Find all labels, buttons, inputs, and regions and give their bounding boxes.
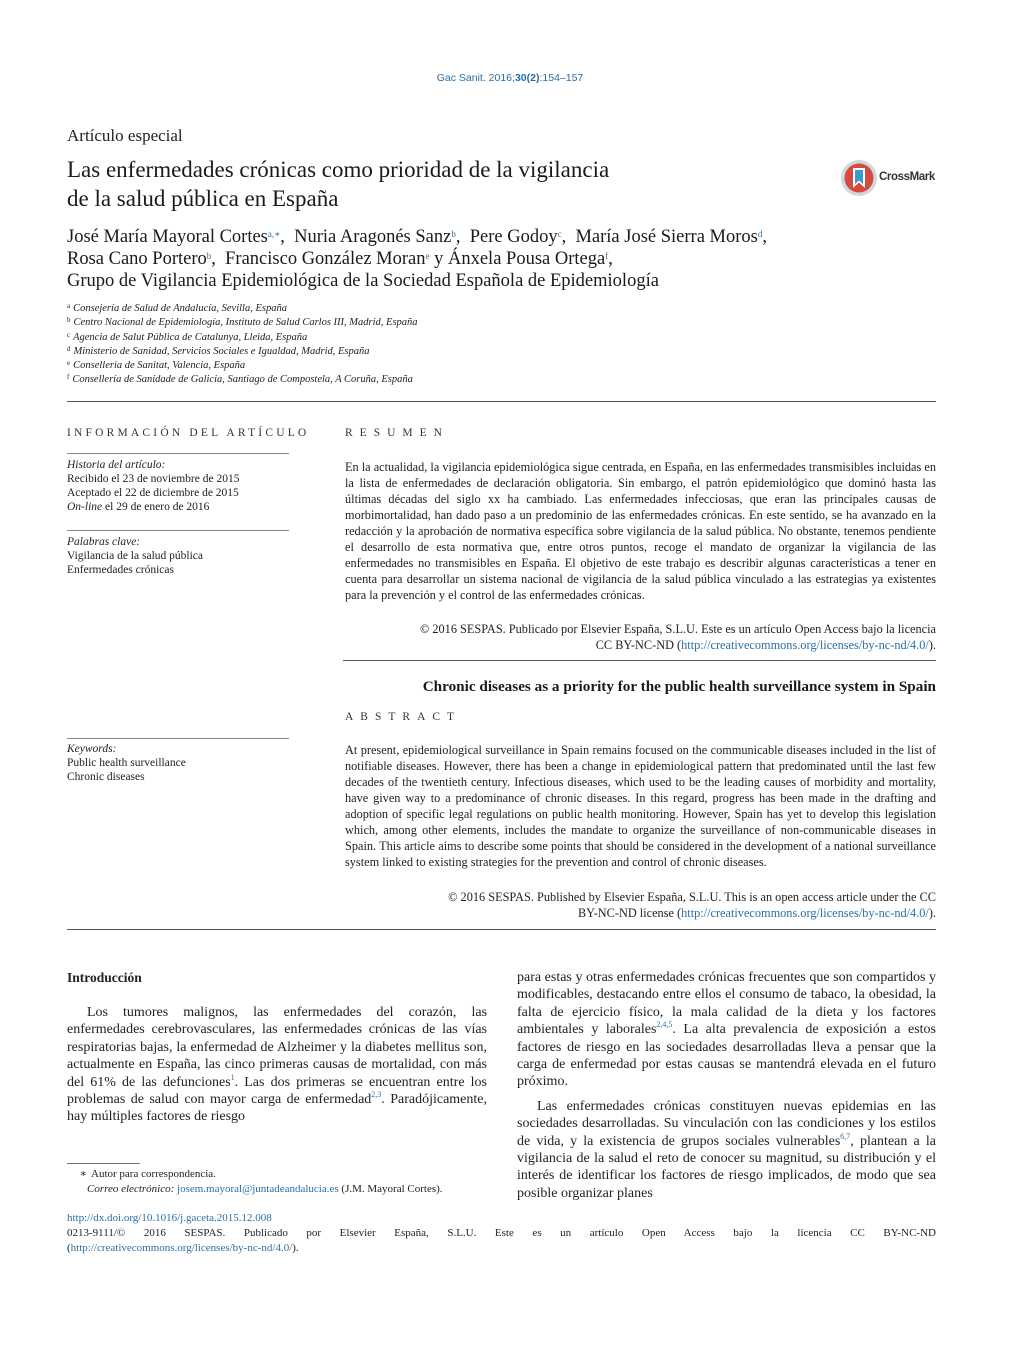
author-group: Grupo de Vigilancia Epidemiológica de la Sociedad Española de Epidemiología (67, 271, 659, 291)
section-heading: Introducción (67, 970, 142, 985)
article-info-heading: INFORMACIÓN DEL ARTÍCULO (67, 427, 310, 439)
author-affiliation-link[interactable]: d (757, 229, 763, 239)
body-left-column (67, 1004, 487, 1126)
keywords-en-label: Keywords: (67, 743, 117, 755)
author-list (67, 226, 767, 292)
keywords-es (67, 535, 203, 577)
author-name: María José Sierra Moros (575, 227, 758, 247)
crossmark-badge[interactable] (840, 158, 950, 198)
crossmark-icon (840, 159, 878, 197)
body-right-column (517, 969, 936, 1202)
email-link[interactable]: josem.mayoral@juntadeandalucia.es (177, 1182, 339, 1195)
affiliation-item: $^f$ Consellería de Sanidade de Galicia, Santiago de Compostela, A Coruña, España (67, 373, 413, 386)
journal-pages: :154–157 (539, 72, 584, 84)
abstract-copyright: © 2016 SESPAS. Published by Elsevier España, S.L.U. This is an open access article under the CC BY-NC-ND license (http://creativecommons.org/licenses/by-nc-nd/4.0/). (448, 890, 936, 920)
author-name: Pere Godoy (469, 227, 558, 247)
info-divider-2 (67, 530, 289, 531)
paragraph: para estas y otras enfermedades crónicas frecuentes que son compartidos y modificables, destacando entre ellos el consumo de tabaco, la obesidad, la falta de ejercicio físico, la mala calidad de la dieta y los factores ambientales y laborales$^{2,4,5}$. La alta prevalencia de exposición a estos factores de riesgo en las sociedades desarrolladas lleva a pensar que la carga de enfermedad por estas causas se mantendrá elevada en el futuro próximo. (517, 970, 936, 1090)
affiliation-item: $^a$ Consejería de Salud de Andalucía, Sevilla, España (67, 302, 287, 314)
author-affiliation-link[interactable]: f (605, 251, 609, 261)
crossmark-label: CrossMark (879, 171, 935, 183)
author-affiliation-link[interactable]: c (557, 229, 562, 239)
author-name: José María Mayoral Cortes (67, 227, 268, 247)
footnote: ∗ Autor para correspondencia. Correo electrónico: josem.mayoral@juntadeandalucia.es (J.M. Mayoral Cortes). (79, 1168, 443, 1195)
abstract-divider (67, 929, 936, 930)
affiliation-item: $^e$ Conselleria de Sanitat, Valencia, España (67, 359, 246, 372)
abstract-text: At present, epidemiological surveillance in Spain remains focused on the communicable diseases included in the list of notifiable diseases. However, there has been a change in epidemiological pattern that predominated until the last few decades of the twentieth century. Infectious diseases, which used to be the leading causes of morbidity and mortality, have given way to a predominance of chronic diseases. In this regard, progress has been made in the drafting and adoption of specific legal regulations on public health monitoring. However, Spain has yet to develop this legislation which, among other elements, includes the mandate to organize the surveillance of non-communicable diseases in Spain. This article aims to describe some points that should be considered in the development of a national surveillance system linked to existing strategies for the prevention and control of chronic diseases. (345, 743, 936, 869)
author-affiliation-link[interactable]: a,∗ (267, 229, 281, 239)
license-link[interactable]: http://creativecommons.org/licenses/by-nc-nd/4.0/ (681, 906, 929, 920)
header-divider (67, 401, 936, 402)
citation-link[interactable]: 1 (230, 1072, 235, 1082)
affiliation-item: $^d$ Ministerio de Sanidad, Servicios Sociales e Igualdad, Madrid, España (67, 344, 370, 357)
footnote-divider (67, 1163, 140, 1164)
author-name: Rosa Cano Portero (67, 249, 207, 269)
accepted-date: Aceptado el 22 de diciembre de 2015 (67, 487, 239, 499)
title-line-2: de la salud pública en España (67, 186, 339, 211)
info-divider-1 (67, 453, 289, 454)
info-divider-3 (67, 738, 289, 739)
title-line-1: Las enfermedades crónicas como prioridad de la vigilancia (67, 157, 610, 182)
citation-link[interactable]: 2,3 (371, 1090, 382, 1100)
license-link[interactable]: http://creativecommons.org/licenses/by-nc-nd/4.0/ (681, 638, 929, 652)
citation-link[interactable]: 2,4,5 (656, 1020, 673, 1030)
footer-copyright: 0213-9111/© 2016 SESPAS. Publicado por Elsevier España, S.L.U. Este es un artículo Open Access bajo la licencia CC BY-NC-ND (67, 1227, 936, 1239)
keywords-es-label: Palabras clave: (67, 536, 141, 548)
keyword: Public health surveillance (67, 757, 186, 769)
author-name: Francisco González Moran (225, 249, 426, 269)
affiliations (67, 302, 418, 388)
abstract-heading: ABSTRACT (345, 711, 462, 723)
article-history (67, 458, 239, 514)
online-date: On-line el 29 de enero de 2016 (67, 501, 210, 513)
footer: http://dx.doi.org/10.1016/j.gaceta.2015.12.008 0213-9111/© 2016 SESPAS. Publicado por Elsevier España, S.L.U. Este es un artículo Open Access bajo la licencia CC BY-NC-ND (http://creativecommons.org/licenses/by-nc-nd/4.0/). (67, 1212, 936, 1254)
author-affiliation-link[interactable]: b (206, 251, 212, 261)
resumen-copyright: © 2016 SESPAS. Publicado por Elsevier España, S.L.U. Este es un artículo Open Access bajo la licencia CC BY-NC-ND (http://creativecommons.org/licenses/by-nc-nd/4.0/). (419, 622, 936, 652)
keywords-en (67, 742, 186, 784)
keyword: Vigilancia de la salud pública (67, 550, 203, 562)
article-type: Artículo especial (67, 126, 183, 145)
paragraph: Los tumores malignos, las enfermedades del corazón, las enfermedades cerebrovasculares, las enfermedades crónicas de las vías respiratorias bajas, la enfermedad de Alzheimer y la diabetes mellitus son, actualmente en España, las cinco primeras causas de mortalidad, con más del 61% de las defunciones$^1$. Las dos primeras se encuentran entre los problemas de salud con mayor carga de enfermedad$^{2,3}$. Paradójicamente, hay múltiples factores de riesgo (67, 1005, 487, 1125)
resumen-text: En la actualidad, la vigilancia epidemiológica sigue centrada, en España, en las enfermedades transmisibles incluidas en la lista de enfermedades de declaración obligatoria. Sin embargo, el patrón epidemiológico que dominó hasta las últimas décadas del siglo xx ha cambiado. Las enfermedades infecciosas, que eran las principales causas de morbimortalidad, han dado paso a un predominio de las enfermedades crónicas. En este sentido, se ha avanzado en la redacción y la aprobación de normativa específica sobre vigilancia de la salud pública. No obstante, tenemos pendiente el desarrollo de esta normativa que, entre otros puntos, recoge el mandato de organizar la vigilancia de las enfermedades no transmisibles en España. El objetivo de este trabajo es describir algunas características a tener en cuenta para desarrollar un sistema nacional de vigilancia de la salud pública vinculado a las estrategias ya existentes para la prevención y el control de las enfermedades crónicas. (345, 460, 936, 602)
english-title: Chronic diseases as a priority for the public health surveillance system in Spain (422, 678, 936, 695)
keyword: Enfermedades crónicas (67, 564, 174, 576)
history-label: Historia del artículo: (67, 459, 166, 471)
article-title (67, 155, 609, 213)
license-link[interactable]: http://creativecommons.org/licenses/by-nc-nd/4.0/ (70, 1242, 293, 1254)
affiliation-item: $^b$ Centro Nacional de Epidemiología, Instituto de Salud Carlos III, Madrid, España (67, 316, 418, 329)
journal-volume: 30 (514, 72, 527, 84)
doi-link[interactable]: http://dx.doi.org/10.1016/j.gaceta.2015.12.008 (67, 1212, 272, 1224)
author-affiliation-link[interactable]: b (451, 229, 456, 239)
author-affiliation-link[interactable]: e (425, 251, 430, 261)
citation-link[interactable]: 6,7 (840, 1131, 851, 1141)
journal-reference[interactable] (0, 72, 1020, 84)
keyword: Chronic diseases (67, 771, 145, 783)
author-line-2: Rosa Cano Portero$^b$, Francisco González Moran$^e$ y Ánxela Pousa Ortega$^f$, (67, 249, 613, 269)
resumen-divider (343, 660, 936, 661)
author-line-1: José María Mayoral Cortes$^{a,∗}$, Nuria Aragonés Sanz$^b$, Pere Godoy$^c$, María José Sierra Moros$^d$, (67, 227, 767, 247)
journal-issue: (2) (526, 72, 540, 84)
received-date: Recibido el 23 de noviembre de 2015 (67, 473, 240, 485)
author-name: Nuria Aragonés Sanz (294, 227, 452, 247)
paragraph: Las enfermedades crónicas constituyen nuevas epidemias en las sociedades desarrolladas. Su vinculación con las condiciones y los estilos de vida, y la existencia de grupos sociales vulnerables$^{6,7}$, plantean a la vigilancia de la salud el reto de conocer su magnitud, su distribución y el interés de identificar los factores de riesgo implicados, de modo que sea posible organizar planes (517, 1098, 936, 1201)
affiliation-item: $^c$ Agencia de Salut Pública de Catalunya, Lleida, España (67, 330, 308, 343)
author-name: Ánxela Pousa Ortega (447, 249, 606, 269)
journal-ref-text: Gac Sanit. 2016; (436, 72, 515, 84)
resumen-heading: RESUMEN (345, 427, 449, 439)
